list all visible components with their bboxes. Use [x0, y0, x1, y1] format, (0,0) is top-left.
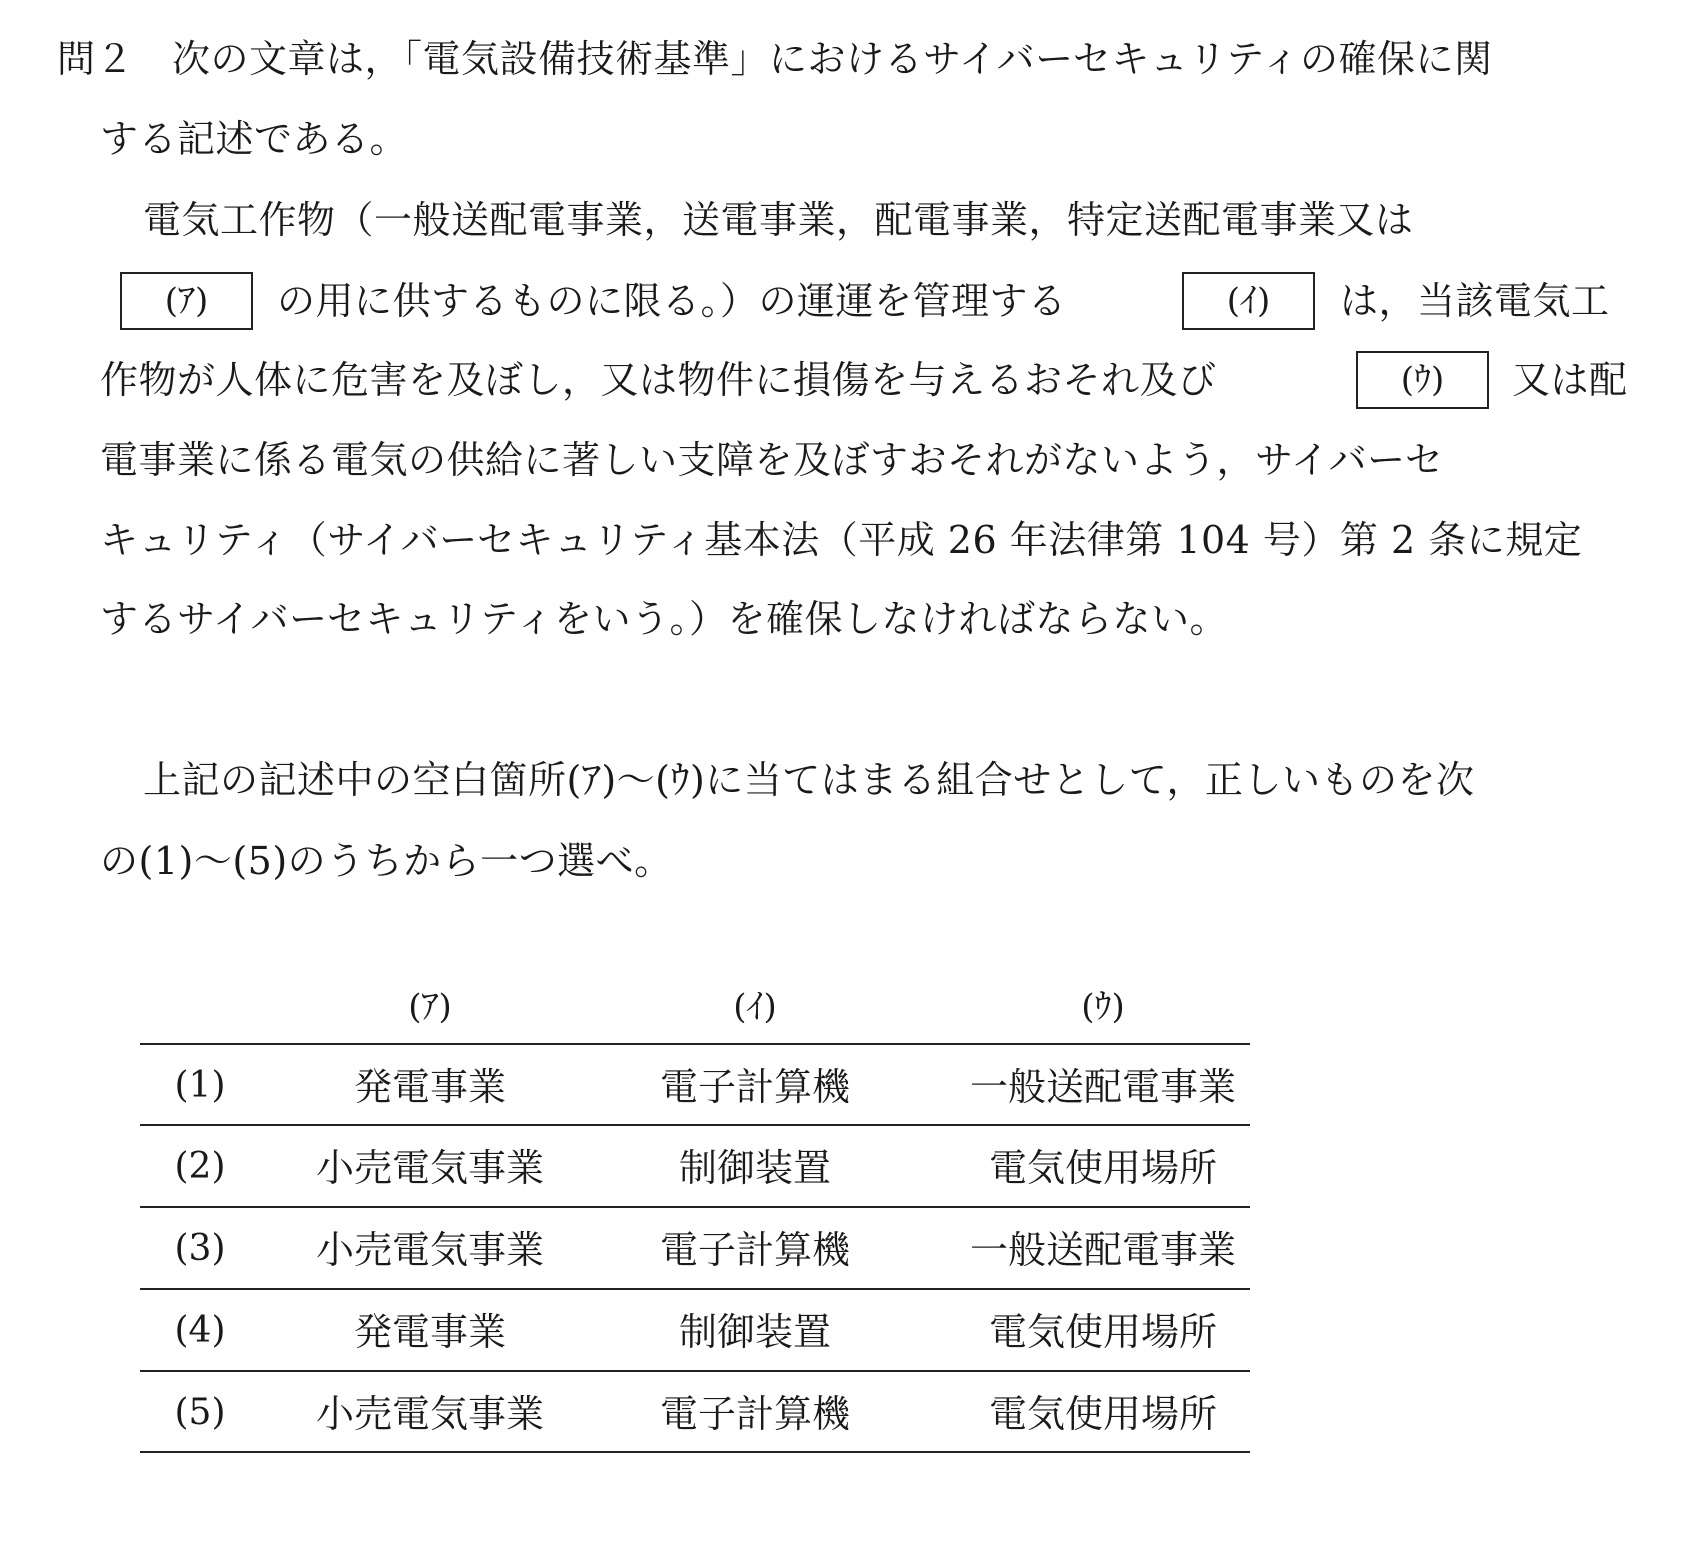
- table-bottom-rule: [140, 1451, 1250, 1453]
- question-text-6: 電事業に係る電気の供給に著しい支障を及ぼすおそれがないよう，サイバーセ: [100, 438, 1444, 482]
- table-cell-i: 電子計算機: [659, 1065, 850, 1109]
- question-text-2: する記述である。: [100, 117, 409, 161]
- question-text-7: キュリティ（サイバーセキュリティ基本法（平成 26 年法律第 104 号）第 2 条に規定: [100, 518, 1583, 562]
- table-cell-i: 電子計算機: [659, 1228, 850, 1272]
- blank-u-label: (ｳ): [1400, 360, 1445, 400]
- blank-u: [1356, 351, 1489, 409]
- question-label: 問２: [57, 37, 135, 81]
- question-line-3: [143, 198, 1414, 242]
- table-cell-a: 小売電気事業: [315, 1228, 544, 1272]
- table-cell-u: 一般送配電事業: [969, 1065, 1236, 1109]
- instruction-line-2: [100, 839, 673, 883]
- question-text-5a: 作物が人体に危害を及ぼし，又は物件に損傷を与えるおそれ及び: [100, 358, 1217, 402]
- table-cell-a: 発電事業: [353, 1310, 506, 1354]
- question-line-7: [100, 518, 1583, 562]
- question-line-8: [100, 597, 1229, 641]
- instruction-text-1: 上記の記述中の空白箇所(ｱ)～(ｳ)に当てはまる組合せとして，正しいものを次: [143, 758, 1475, 802]
- question-text-3: 電気工作物（一般送配電事業，送電事業，配電事業，特定送配電事業又は: [143, 198, 1414, 242]
- question-line-4a: [277, 279, 1067, 323]
- table-cell-no: (1): [174, 1065, 226, 1106]
- question-line-4b: [1340, 279, 1610, 323]
- question-text-4a: の用に供するものに限る。）の運運を管理する: [277, 279, 1067, 323]
- table-row-rule: [140, 1288, 1250, 1290]
- table-cell-no: (3): [174, 1228, 226, 1269]
- question-text-5b: 又は配: [1512, 358, 1628, 402]
- blank-i: [1182, 272, 1315, 330]
- instruction-line-1: [143, 758, 1475, 802]
- table-cell-a: 小売電気事業: [315, 1146, 544, 1190]
- table-cell-i: 制御装置: [678, 1310, 831, 1354]
- table-cell-no: (2): [174, 1146, 226, 1187]
- instruction-text-2: の(1)～(5)のうちから一つ選べ。: [100, 839, 673, 883]
- table-cell-i: 制御装置: [678, 1146, 831, 1190]
- table-cell-u: 電気使用場所: [988, 1310, 1217, 1354]
- table-cell-a: 発電事業: [353, 1065, 506, 1109]
- blank-i-label: (ｲ): [1226, 281, 1271, 321]
- table-row-rule: [140, 1206, 1250, 1208]
- question-line-6: [100, 438, 1444, 482]
- table-cell-no: (5): [174, 1392, 226, 1433]
- question-line-5a: [100, 358, 1217, 402]
- table-top-rule: [140, 1043, 1250, 1045]
- table-cell-a: 小売電気事業: [315, 1392, 544, 1436]
- table-header-a: (ｱ): [408, 987, 452, 1027]
- table-row-rule: [140, 1370, 1250, 1372]
- question-text-1: 次の文章は，「電気設備技術基準」におけるサイバーセキュリティの確保に関: [172, 37, 1493, 81]
- table-header-u: (ｳ): [1081, 987, 1125, 1027]
- table-cell-i: 電子計算機: [659, 1392, 850, 1436]
- table-cell-no: (4): [174, 1310, 226, 1351]
- blank-a: [120, 272, 253, 330]
- question-line-2: [100, 117, 409, 161]
- question-line-1: [57, 37, 1493, 81]
- question-line-5b: [1512, 358, 1628, 402]
- table-row-rule: [140, 1124, 1250, 1126]
- blank-a-label: (ｱ): [164, 281, 209, 321]
- table-cell-u: 電気使用場所: [988, 1146, 1217, 1190]
- table-cell-u: 電気使用場所: [988, 1392, 1217, 1436]
- question-text-8: するサイバーセキュリティをいう。）を確保しなければならない。: [100, 597, 1229, 641]
- question-text-4b: は，当該電気工: [1340, 279, 1610, 323]
- table-cell-u: 一般送配電事業: [969, 1228, 1236, 1272]
- table-header-i: (ｲ): [733, 987, 777, 1027]
